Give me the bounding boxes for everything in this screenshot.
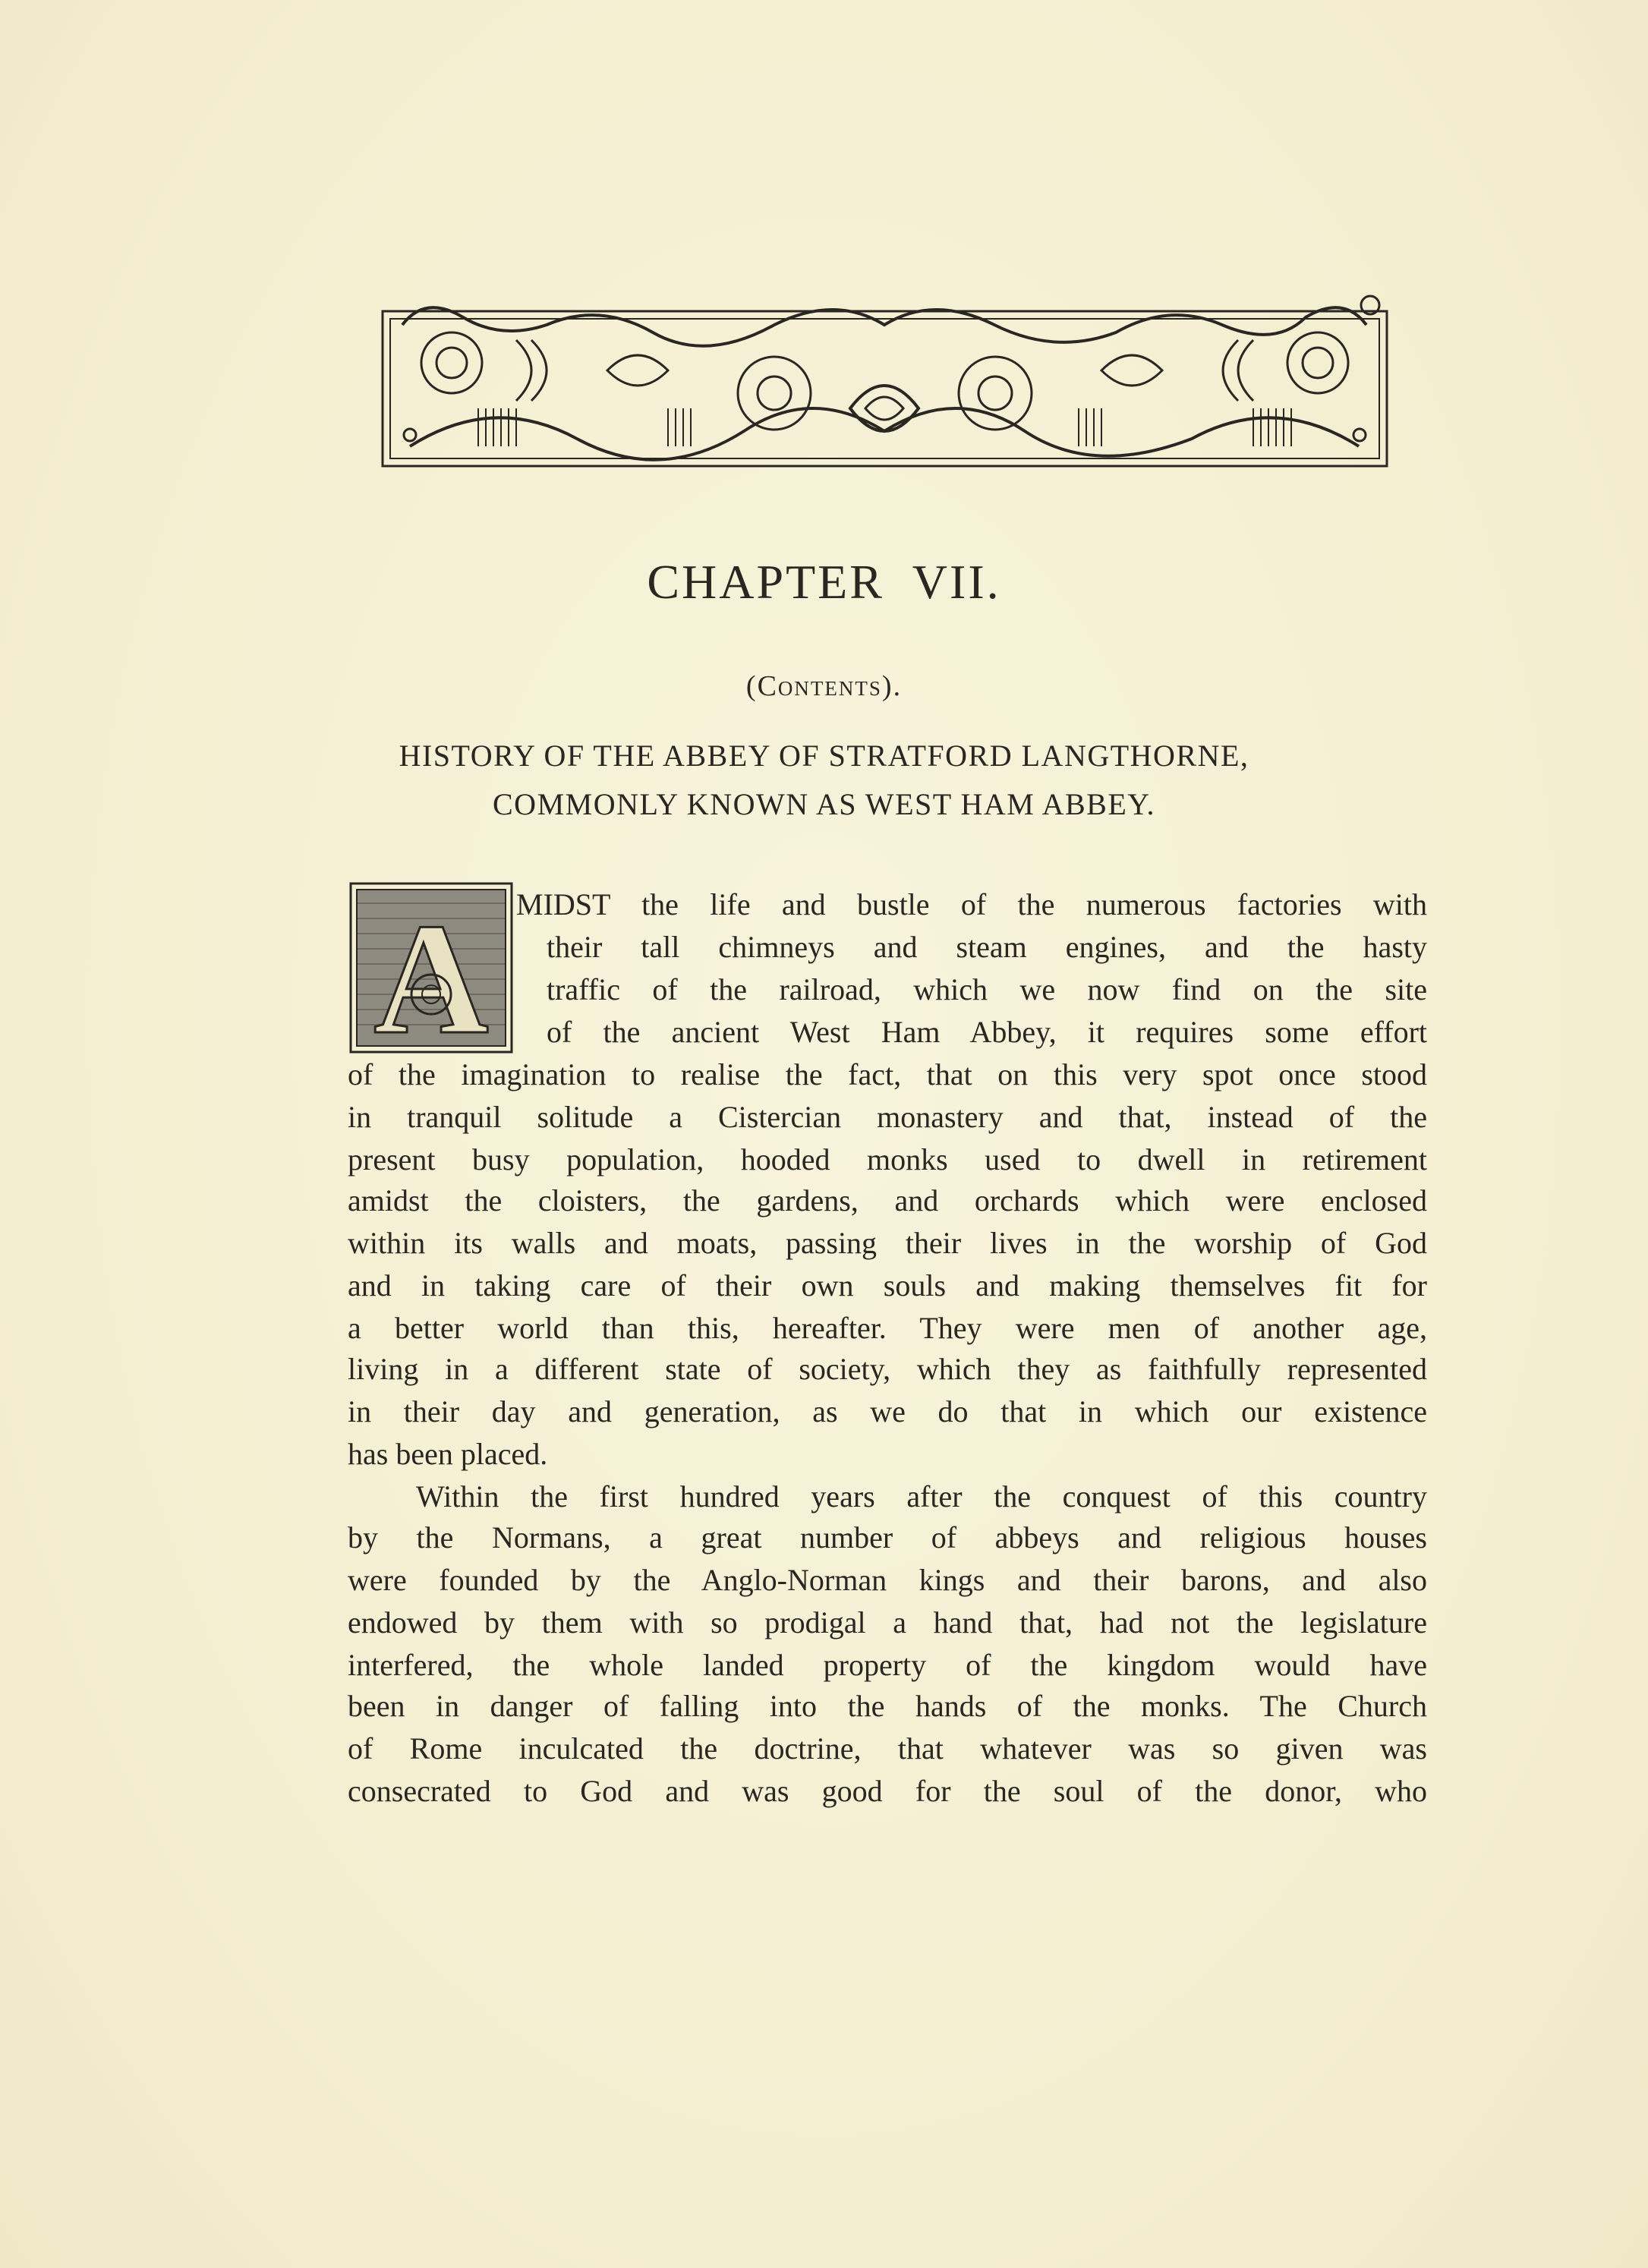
contents-label: (Contents).	[745, 670, 903, 702]
body-line: has been placed.	[348, 1437, 548, 1471]
body-line: living in a different state of society, which they as faithfully represented	[348, 1352, 1427, 1386]
body-line: of the imagination to realise the fact, that on this very spot once stood	[348, 1057, 1427, 1091]
chapter-title: CHAPTER VII.	[647, 555, 1001, 609]
body-line: present busy population, hooded monks used to dwell in retirement	[348, 1142, 1427, 1177]
body-line: in tranquil solitude a Cistercian monastery and that, instead of the	[348, 1100, 1427, 1134]
body-line: traffic of the railroad, which we now find on the site	[547, 972, 1427, 1006]
drop-cap-letter: A	[373, 891, 489, 1055]
body-line: a better world than this, hereafter. They were men of another age,	[348, 1311, 1427, 1345]
body-line: Within the first hundred years after the conquest of this country	[416, 1479, 1427, 1514]
body-line: of Rome inculcated the doctrine, that whatever was so given was	[348, 1731, 1427, 1766]
body-line: consecrated to God and was good for the soul of the donor, who	[348, 1774, 1427, 1808]
body-line: and in taking care of their own souls and making themselves fit for	[348, 1268, 1427, 1303]
body-line: amidst the cloisters, the gardens, and orchards which were enclosed	[348, 1183, 1427, 1217]
body-line: in their day and generation, as we do that in which our existence	[348, 1394, 1427, 1429]
body-line: within its walls and moats, passing their lives in the worship of God	[348, 1226, 1427, 1260]
body-line: of the ancient West Ham Abbey, it requires some effort	[547, 1015, 1427, 1049]
body-line: endowed by them with so prodigal a hand that, had not the legislature	[348, 1605, 1427, 1640]
ornamental-headpiece	[380, 295, 1390, 469]
body-line: been in danger of falling into the hands of the monks. The Church	[348, 1689, 1427, 1723]
body-line: were founded by the Anglo-Norman kings and their barons, and also	[348, 1563, 1427, 1597]
body-line: MIDST the life and bustle of the numerous factories with	[516, 887, 1427, 921]
body-line: by the Normans, a great number of abbeys and religious houses	[348, 1520, 1427, 1555]
body-line: interfered, the whole landed property of the kingdom would have	[348, 1648, 1427, 1682]
drop-cap-initial	[348, 880, 515, 1055]
chapter-subtitle-line-1: HISTORY OF THE ABBEY OF STRATFORD LANGTHORNE,	[399, 739, 1249, 773]
chapter-subtitle-line-2: COMMONLY KNOWN AS WEST HAM ABBEY.	[493, 787, 1155, 821]
body-line: their tall chimneys and steam engines, and the hasty	[547, 930, 1427, 964]
